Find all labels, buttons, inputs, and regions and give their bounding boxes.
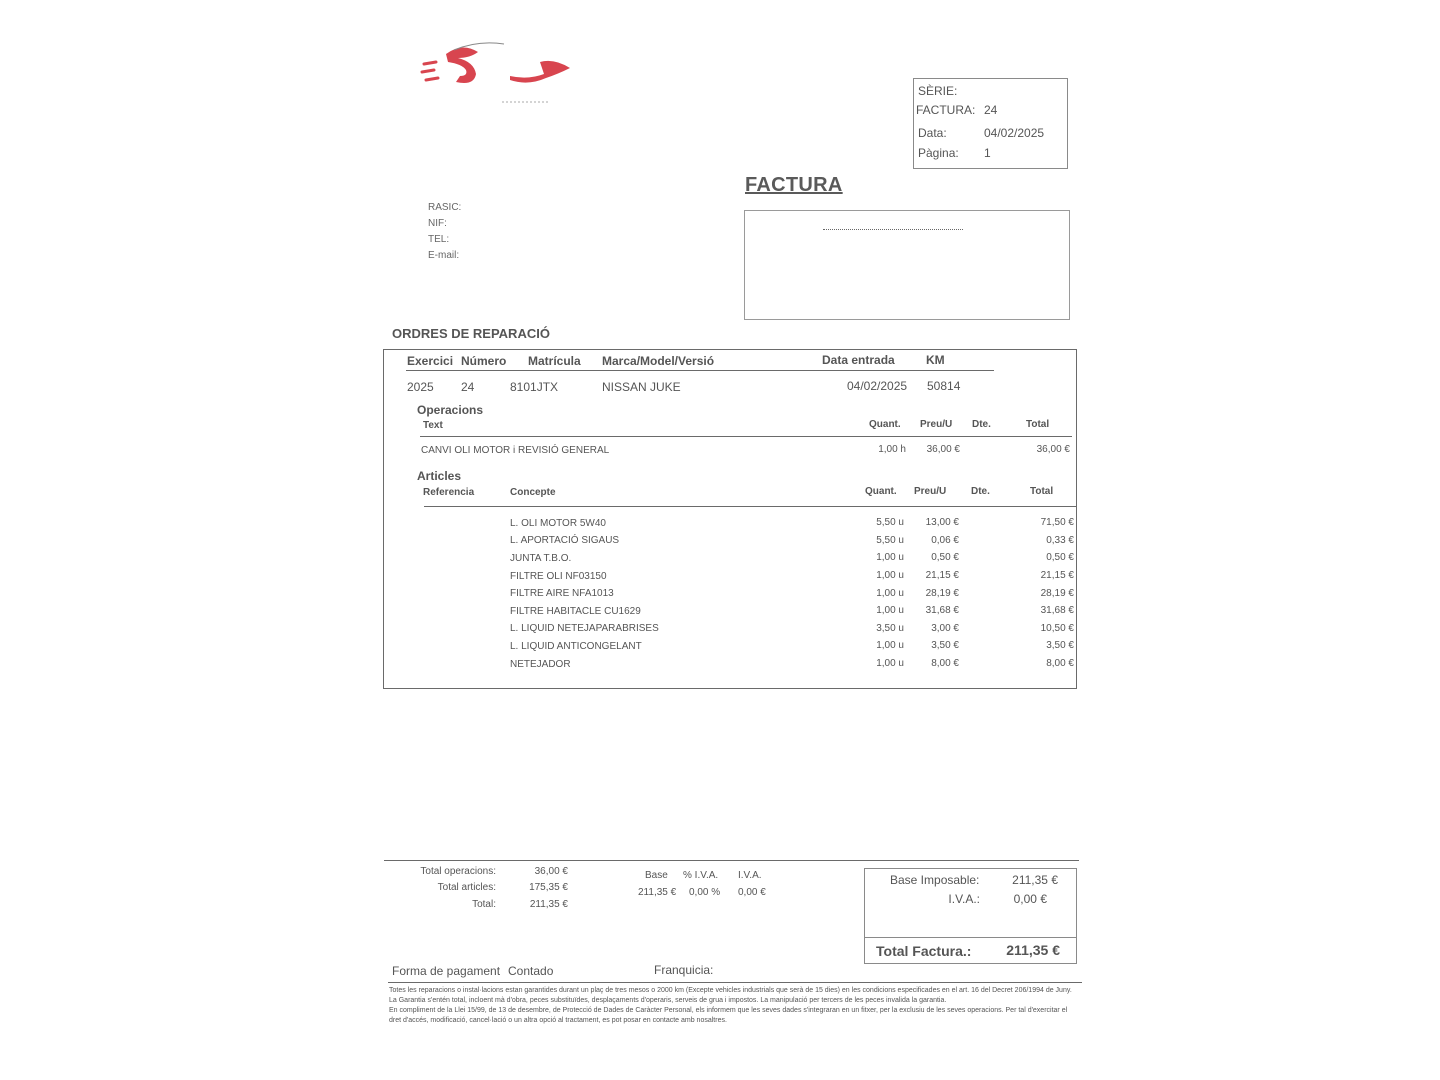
article-quant: 5,50 u bbox=[876, 517, 904, 528]
order-numero: 24 bbox=[461, 380, 475, 394]
base-imposable-label: Base Imposable: bbox=[890, 873, 980, 887]
order-header-numero: Número bbox=[461, 354, 507, 368]
order-header-matricula: Matrícula bbox=[528, 354, 581, 368]
date-value: 04/02/2025 bbox=[984, 126, 1045, 140]
article-preu: 28,19 € bbox=[925, 588, 959, 599]
vat-value: 0,00 € bbox=[738, 887, 766, 898]
total-operacions-value: 36,00 € bbox=[534, 866, 568, 877]
articles-header-concept: Concepte bbox=[510, 487, 556, 498]
order-header-km: KM bbox=[926, 353, 945, 367]
vat-pct-value: 0,00 % bbox=[689, 887, 721, 898]
footer-rule bbox=[388, 982, 1082, 983]
page-value: 1 bbox=[984, 146, 991, 160]
article-total: 10,50 € bbox=[1040, 623, 1074, 634]
article-total: 21,15 € bbox=[1040, 570, 1074, 581]
vat-base-label: Base bbox=[645, 870, 668, 881]
legal-notice bbox=[389, 986, 1079, 1026]
privacy-text: En compliment de la Llei 15/99, de 13 de desembre, de Protecció de Dades de Caràcter Personal, els informem que les seves dades s'integraran en un fitxer, per la exclusiu de les seves operacions. Per tal d'exercitar el dret d'accés, modificació, cancel·lació o un altra opció al tractament, es pot posar en contacte amb nosaltres. bbox=[389, 1007, 1068, 1024]
article-quant: 1,00 u bbox=[876, 605, 904, 616]
article-total: 3,50 € bbox=[1046, 640, 1074, 651]
articles-header-ref: Referencia bbox=[423, 487, 475, 498]
article-concept: L. OLI MOTOR 5W40 bbox=[510, 518, 606, 529]
base-imposable-value: 211,35 € bbox=[1012, 873, 1058, 887]
operations-header-total: Total bbox=[1026, 419, 1050, 430]
order-model: NISSAN JUKE bbox=[602, 380, 681, 394]
order-header-exercici: Exercici bbox=[407, 354, 454, 368]
articles-title: Articles bbox=[417, 469, 462, 483]
operation-total: 36,00 € bbox=[1036, 444, 1070, 455]
totals-divider bbox=[865, 937, 1076, 938]
article-concept: JUNTA T.B.O. bbox=[510, 553, 572, 564]
articles-header-rule bbox=[424, 506, 1076, 507]
article-total: 8,00 € bbox=[1046, 658, 1074, 669]
article-total: 71,50 € bbox=[1040, 517, 1074, 528]
nif-label: NIF: bbox=[428, 218, 447, 229]
serie-label: SÈRIE: bbox=[918, 84, 958, 98]
article-concept: NETEJADOR bbox=[510, 659, 571, 670]
invoice-totals-box bbox=[864, 868, 1077, 964]
operations-header-rule bbox=[420, 436, 1072, 437]
article-preu: 0,06 € bbox=[931, 535, 959, 546]
operations-header-text: Text bbox=[423, 420, 443, 431]
article-total: 0,33 € bbox=[1046, 535, 1074, 546]
article-total: 31,68 € bbox=[1040, 605, 1074, 616]
article-quant: 3,50 u bbox=[876, 623, 904, 634]
page-label: Pàgina: bbox=[918, 146, 959, 160]
articles-header-preu: Preu/U bbox=[914, 486, 947, 497]
article-preu: 3,00 € bbox=[931, 623, 959, 634]
article-concept: L. LIQUID ANTICONGELANT bbox=[510, 641, 642, 652]
article-quant: 1,00 u bbox=[876, 552, 904, 563]
operations-title: Operacions bbox=[417, 403, 484, 417]
date-label: Data: bbox=[918, 126, 947, 140]
operation-preu: 36,00 € bbox=[926, 444, 960, 455]
factura-number: 24 bbox=[984, 103, 998, 117]
total-label: Total: bbox=[472, 899, 496, 910]
email-label: E-mail: bbox=[428, 250, 460, 261]
article-concept: L. APORTACIÓ SIGAUS bbox=[510, 535, 620, 546]
invoice-info-box bbox=[913, 78, 1068, 169]
document-title: FACTURA bbox=[745, 174, 843, 196]
total-value: 211,35 € bbox=[529, 899, 568, 910]
articles-header-dte: Dte. bbox=[971, 486, 990, 497]
article-quant: 1,00 u bbox=[876, 588, 904, 599]
order-header-data: Data entrada bbox=[822, 353, 895, 367]
vat-base-value: 211,35 € bbox=[638, 887, 677, 898]
vat-pct-label: % I.V.A. bbox=[683, 870, 719, 881]
order-header-marca: Marca/Model/Versió bbox=[602, 354, 715, 368]
article-quant: 1,00 u bbox=[876, 658, 904, 669]
payment-method-label: Forma de pagament bbox=[392, 964, 501, 978]
article-preu: 0,50 € bbox=[931, 552, 959, 563]
franchise-label: Franquicia: bbox=[654, 963, 714, 977]
total-operacions-label: Total operacions: bbox=[420, 866, 496, 877]
section-title: ORDRES DE REPARACIÓ bbox=[392, 326, 550, 341]
article-concept: FILTRE HABITACLE CU1629 bbox=[510, 606, 641, 617]
order-header-rule bbox=[406, 370, 994, 371]
order-matricula: 8101JTX bbox=[510, 380, 559, 394]
article-preu: 21,15 € bbox=[925, 570, 959, 581]
totals-rule bbox=[384, 860, 1079, 861]
operation-quant: 1,00 h bbox=[878, 444, 906, 455]
article-preu: 3,50 € bbox=[931, 640, 959, 651]
factura-label: FACTURA: bbox=[916, 103, 976, 117]
articles-header-total: Total bbox=[1030, 486, 1054, 497]
warranty-text: Totes les reparacions o instal·lacions estan garantides durant un plaç de tres mesos o 2000 km (Excepte vehicles industrials que serà de 15 dies) en les condicions especificades en el art. 16 del Decret 206/1994 de Juny. La Garantia s'entén total, incloent mà d'obra, peces substituïdes, desplaçaments d'operaris, serveis de grua i impostos. La manipulació per tercers de les peces invalida la garantia. bbox=[389, 987, 1072, 1004]
operations-header-dte: Dte. bbox=[972, 419, 991, 430]
article-preu: 31,68 € bbox=[925, 605, 959, 616]
article-concept: L. LIQUID NETEJAPARABRISES bbox=[510, 623, 659, 634]
total-factura-label: Total Factura.: bbox=[876, 943, 972, 959]
article-preu: 13,00 € bbox=[925, 517, 959, 528]
operation-text: CANVI OLI MOTOR i REVISIÓ GENERAL bbox=[421, 445, 610, 456]
article-preu: 8,00 € bbox=[931, 658, 959, 669]
vat-label: I.V.A. bbox=[738, 870, 762, 881]
iva-box-value: 0,00 € bbox=[1013, 892, 1047, 906]
article-quant: 5,50 u bbox=[876, 535, 904, 546]
total-articles-value: 175,35 € bbox=[529, 882, 568, 893]
article-concept: FILTRE OLI NF03150 bbox=[510, 571, 607, 582]
articles-header-quant: Quant. bbox=[865, 486, 897, 497]
total-articles-label: Total articles: bbox=[437, 882, 496, 893]
article-total: 0,50 € bbox=[1046, 552, 1074, 563]
company-logo bbox=[418, 40, 578, 110]
article-total: 28,19 € bbox=[1040, 588, 1074, 599]
company-details bbox=[428, 200, 461, 264]
client-address-box bbox=[744, 210, 1070, 320]
operations-header-preu: Preu/U bbox=[920, 419, 953, 430]
payment-method-value: Contado bbox=[508, 964, 554, 978]
order-date: 04/02/2025 bbox=[847, 379, 908, 393]
order-exercici: 2025 bbox=[407, 380, 434, 394]
operations-header-quant: Quant. bbox=[869, 419, 901, 430]
tel-label: TEL: bbox=[428, 234, 450, 245]
total-factura-value: 211,35 € bbox=[1006, 942, 1060, 958]
article-concept: FILTRE AIRE NFA1013 bbox=[510, 588, 614, 599]
iva-box-label: I.V.A.: bbox=[948, 892, 980, 906]
repair-orders-box bbox=[383, 349, 1077, 689]
article-quant: 1,00 u bbox=[876, 570, 904, 581]
rasic-label: RASIC: bbox=[428, 202, 462, 213]
order-km: 50814 bbox=[927, 379, 961, 393]
redacted-text bbox=[823, 229, 963, 230]
article-quant: 1,00 u bbox=[876, 640, 904, 651]
